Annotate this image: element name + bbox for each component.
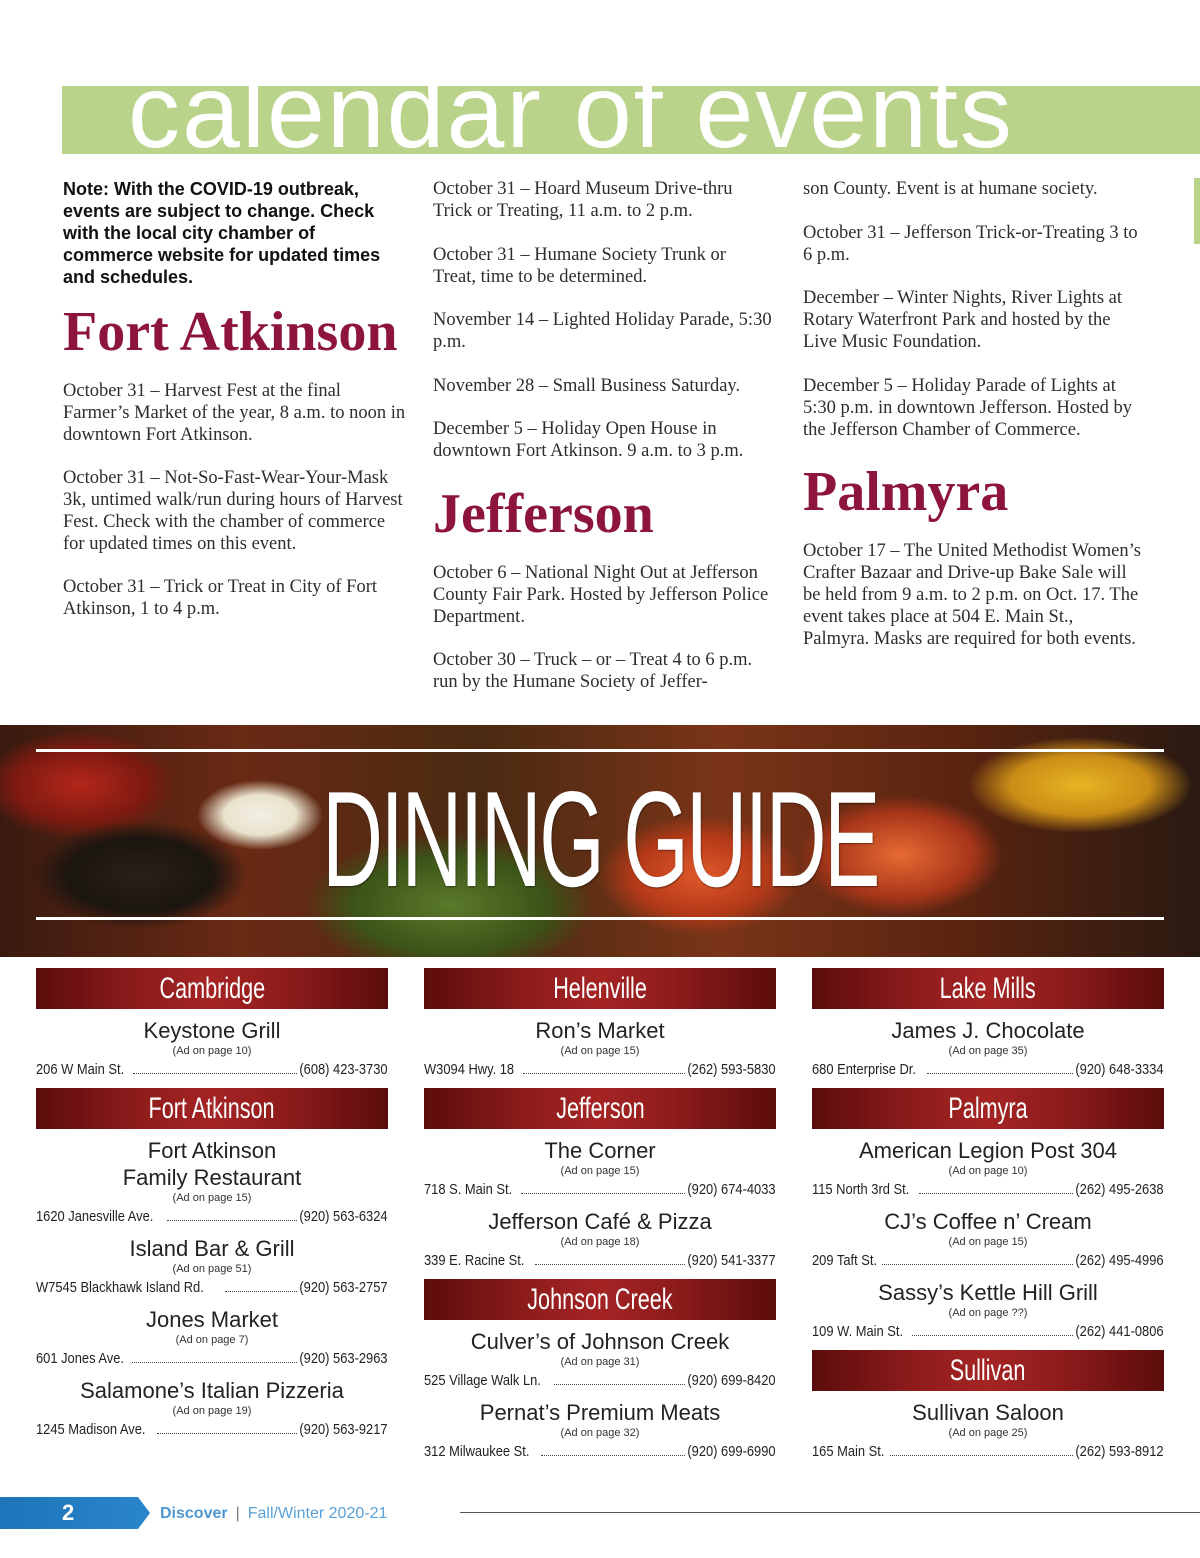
city-heading-palmyra: Palmyra (803, 461, 1009, 523)
event-item: October 17 – The United Methodist Women’s Crafter Bazaar and Drive-up Bake Sale will be held from 9 a.m. to 2 p.m. on Oct. 17. The event takes place at 504 E. Main St., Palmyra. Masks are required for both events. (803, 541, 1141, 649)
ad-reference: (Ad on page 18) (560, 1236, 640, 1248)
ad-reference: (Ad on page 31) (560, 1356, 640, 1368)
dot-leader (157, 1433, 297, 1434)
phone: (920) 648-3334 (1075, 1061, 1164, 1078)
page-number-tab (0, 1497, 150, 1529)
address-line (424, 1442, 776, 1462)
phone: (920) 699-6990 (687, 1443, 776, 1460)
page-title: calendar of events (128, 54, 1014, 154)
restaurant-name: Fort Atkinson (147, 1138, 277, 1163)
address-line (812, 1180, 1164, 1200)
address: 601 Jones Ave. (36, 1350, 124, 1367)
address-line (36, 1420, 388, 1440)
address-line (36, 1207, 388, 1227)
dot-leader (132, 1362, 297, 1363)
restaurant-entry (812, 1399, 1164, 1462)
restaurant-entry (812, 1017, 1164, 1080)
restaurant-entry (424, 1399, 776, 1462)
dot-leader (541, 1455, 686, 1456)
footer-issue: Fall/Winter 2020-21 (247, 1505, 388, 1522)
event-item: December 5 – Holiday Open House in downtown Fort Atkinson. 9 a.m. to 3 p.m. (433, 419, 744, 461)
address: 680 Enterprise Dr. (812, 1061, 916, 1078)
dot-leader (927, 1073, 1074, 1074)
address-line (812, 1442, 1164, 1462)
ad-reference: (Ad on page 10) (948, 1165, 1028, 1177)
dot-leader (523, 1073, 686, 1074)
address-line (36, 1060, 388, 1080)
town-bar-lake-mills: Lake Mills (812, 968, 1164, 1009)
address: 209 Taft St. (812, 1252, 878, 1269)
restaurant-entry (424, 1208, 776, 1271)
address: 1245 Madison Ave. (36, 1421, 146, 1438)
town-bar-johnson-creek: Johnson Creek (424, 1279, 776, 1320)
dot-leader (912, 1335, 1074, 1336)
restaurant-name: The Corner (544, 1138, 656, 1163)
town-bar-sullivan: Sullivan (812, 1350, 1164, 1391)
restaurant-name: Sullivan Saloon (912, 1400, 1064, 1425)
address: 525 Village Walk Ln. (424, 1372, 541, 1389)
restaurant-name: Sassy’s Kettle Hill Grill (878, 1280, 1098, 1305)
dot-leader (890, 1455, 1073, 1456)
address-line (812, 1060, 1164, 1080)
footer-rule (460, 1512, 1200, 1513)
ad-reference: (Ad on page 35) (948, 1045, 1028, 1057)
restaurant-entry (812, 1279, 1164, 1342)
restaurant-name: CJ’s Coffee n’ Cream (884, 1209, 1092, 1234)
phone: (920) 563-6324 (299, 1208, 388, 1225)
phone: (920) 674-4033 (687, 1181, 776, 1198)
restaurant-entry (36, 1017, 388, 1080)
restaurant-entry (36, 1137, 388, 1227)
event-item: December 5 – Holiday Parade of Lights at 5:30 p.m. in downtown Jefferson. Hosted by the Jefferson Chamber of Commerce. (803, 375, 1133, 440)
address: 165 Main St. (812, 1443, 885, 1460)
address: W3094 Hwy. 18 (424, 1061, 515, 1078)
city-heading-jefferson: Jefferson (433, 482, 654, 545)
dining-column-1 (36, 968, 388, 1448)
restaurant-name: Pernat’s Premium Meats (479, 1400, 721, 1425)
ad-reference: (Ad on page 10) (172, 1045, 252, 1057)
restaurant-name: American Legion Post 304 (858, 1138, 1118, 1163)
calendar-column-1 (63, 178, 408, 641)
phone: (920) 699-8420 (687, 1372, 776, 1389)
dot-leader (521, 1193, 686, 1194)
ad-reference: (Ad on page 51) (172, 1263, 252, 1275)
event-item: October 30 – Truck – or – Treat 4 to 6 p.m. run by the Humane Society of Jeffer- (433, 650, 753, 692)
address: 1620 Janesville Ave. (36, 1208, 154, 1225)
dot-leader (133, 1073, 298, 1074)
dining-guide-title: DINING GUIDE (322, 763, 878, 915)
address: 109 W. Main St. (812, 1323, 904, 1340)
restaurant-entry (812, 1208, 1164, 1271)
restaurant-entry (424, 1328, 776, 1391)
restaurant-name: Island Bar & Grill (129, 1236, 295, 1261)
calendar-column-2 (433, 178, 773, 715)
address: 339 E. Racine St. (424, 1252, 525, 1269)
phone: (920) 541-3377 (687, 1252, 776, 1269)
ad-reference: (Ad on page 32) (560, 1427, 640, 1439)
event-item: October 31 – Trick or Treat in City of Fort Atkinson, 1 to 4 p.m. (63, 577, 377, 619)
ad-reference: (Ad on page 15) (560, 1165, 640, 1177)
covid-note: Note: With the COVID-19 outbreak, events are subject to change. Check with the local city chamber of commerce website for updated times and schedules. (63, 179, 381, 287)
dot-leader (554, 1384, 686, 1385)
footer-separator: | (235, 1505, 240, 1522)
dot-leader (882, 1264, 1074, 1265)
phone: (608) 423-3730 (299, 1061, 388, 1078)
phone: (920) 563-9217 (299, 1421, 388, 1438)
event-item: December – Winter Nights, River Lights at Rotary Waterfront Park and hosted by the Live Music Foundation. (803, 288, 1122, 352)
dining-column-2 (424, 968, 776, 1470)
address: 312 Milwaukee St. (424, 1443, 530, 1460)
event-item: October 31 – Harvest Fest at the final Farmer’s Market of the year, 8 a.m. to noon in downtown Fort Atkinson. (63, 381, 406, 445)
town-bar-jefferson: Jefferson (424, 1088, 776, 1129)
restaurant-entry (424, 1017, 776, 1080)
dining-banner-photo (0, 725, 1200, 957)
address: 718 S. Main St. (424, 1181, 513, 1198)
phone: (262) 495-4996 (1075, 1252, 1164, 1269)
city-heading-fort-atkinson: Fort Atkinson (63, 301, 398, 363)
phone: (920) 563-2757 (299, 1279, 388, 1296)
event-item: October 31 – Not-So-Fast-Wear-Your-Mask 3k, untimed walk/run during hours of Harvest Fest. Check with the chamber of commerce for updated times on this event. (63, 468, 403, 554)
dot-leader (225, 1291, 297, 1292)
restaurant-name: Ron’s Market (535, 1018, 665, 1043)
dining-column-3 (812, 968, 1164, 1470)
dot-leader (535, 1264, 686, 1265)
restaurant-entry (36, 1377, 388, 1440)
town-bar-fort-atkinson: Fort Atkinson (36, 1088, 388, 1129)
restaurant-name: Salamone’s Italian Pizzeria (80, 1378, 344, 1403)
footer-brand: Discover (160, 1505, 228, 1522)
address-line (812, 1251, 1164, 1271)
event-item: October 31 – Hoard Museum Drive-thru Trick or Treating, 11 a.m. to 2 p.m. (433, 179, 733, 221)
restaurant-name-line2: Family Restaurant (122, 1165, 302, 1190)
town-bar-palmyra: Palmyra (812, 1088, 1164, 1129)
phone: (262) 593-5830 (687, 1061, 776, 1078)
dot-leader (919, 1193, 1073, 1194)
event-item: October 31 – Humane Society Trunk or Treat, time to be determined. (433, 244, 726, 287)
ad-reference: (Ad on page 7) (175, 1334, 249, 1346)
ad-reference: (Ad on page 15) (948, 1236, 1028, 1248)
banner-rule-top (36, 749, 1164, 752)
event-item: son County. Event is at humane society. (803, 179, 1098, 199)
address-line (424, 1060, 776, 1080)
restaurant-entry (812, 1137, 1164, 1200)
footer-publication (160, 1503, 387, 1525)
event-item: November 28 – Small Business Saturday. (433, 375, 741, 396)
restaurant-entry (424, 1137, 776, 1200)
restaurant-name: Culver’s of Johnson Creek (470, 1329, 730, 1354)
banner-rule-bottom (36, 917, 1164, 920)
address: W7545 Blackhawk Island Rd. (36, 1279, 204, 1296)
restaurant-name: Jones Market (145, 1307, 279, 1332)
address-line (36, 1349, 388, 1369)
page-number: 2 (62, 1500, 75, 1525)
ad-reference: (Ad on page ??) (948, 1307, 1028, 1319)
dot-leader (167, 1220, 298, 1221)
address: 206 W Main St. (36, 1061, 125, 1078)
phone: (262) 593-8912 (1075, 1443, 1164, 1460)
ad-reference: (Ad on page 19) (172, 1405, 252, 1417)
calendar-column-3 (803, 178, 1143, 672)
restaurant-name: Keystone Grill (143, 1018, 281, 1043)
phone: (920) 563-2963 (299, 1350, 388, 1367)
phone: (262) 495-2638 (1075, 1181, 1164, 1198)
ad-reference: (Ad on page 15) (172, 1192, 252, 1204)
event-item: November 14 – Lighted Holiday Parade, 5:30 p.m. (433, 310, 772, 352)
restaurant-name: Jefferson Café & Pizza (488, 1209, 712, 1234)
address: 115 North 3rd St. (812, 1181, 910, 1198)
restaurant-name: James J. Chocolate (891, 1018, 1085, 1043)
event-item: October 6 – National Night Out at Jefferson County Fair Park. Hosted by Jefferson Police Department. (433, 562, 769, 627)
town-bar-cambridge: Cambridge (36, 968, 388, 1009)
ad-reference: (Ad on page 25) (948, 1427, 1028, 1439)
town-bar-helenville: Helenville (424, 968, 776, 1009)
address-line (424, 1371, 776, 1391)
phone: (262) 441-0806 (1075, 1323, 1164, 1340)
event-item: October 31 – Jefferson Trick-or-Treating 3 to 6 p.m. (803, 222, 1138, 265)
restaurant-entry (36, 1235, 388, 1298)
restaurant-entry (36, 1306, 388, 1369)
address-line (424, 1180, 776, 1200)
address-line (36, 1278, 388, 1298)
address-line (424, 1251, 776, 1271)
header-title-clip (0, 0, 1200, 154)
ad-reference: (Ad on page 15) (560, 1045, 640, 1057)
edge-tab-marker (1194, 178, 1200, 244)
address-line (812, 1322, 1164, 1342)
